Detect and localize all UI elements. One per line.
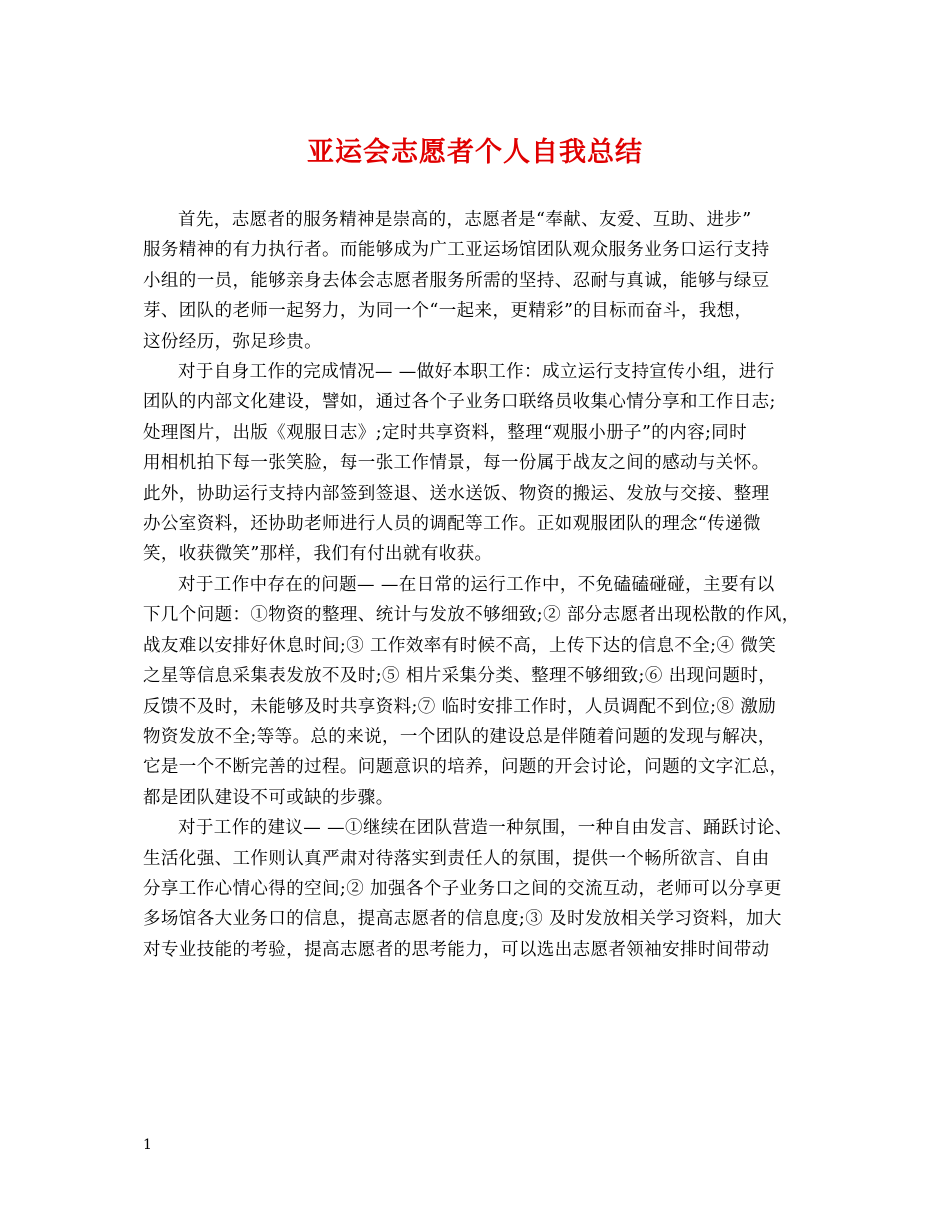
paragraph-line: 物资发放不全;等等。总的来说，一个团队的建设总是伴随着问题的发现与解决， xyxy=(143,726,776,747)
paragraph-line: 办公室资料，还协助老师进行人员的调配等工作。正如观服团队的理念“传递微 xyxy=(143,514,761,535)
paragraph-line: 笑，收获微笑”那样，我们有付出就有收获。 xyxy=(143,544,493,565)
paragraph-3 xyxy=(143,570,813,813)
paragraph-line: 反馈不及时，未能够及时共享资料;⑦ 临时安排工作时，人员调配不到位;⑧ 激励 xyxy=(143,696,777,717)
paragraph-line: 用相机拍下每一张笑脸，每一张工作情景，每一份属于战友之间的感动与关怀。 xyxy=(143,453,770,474)
paragraph-line: 对于工作的建议— —①继续在团队营造一种氛围，一种自由发言、踊跃讨论、 xyxy=(178,818,793,839)
paragraph-line: 此外，协助运行支持内部签到签退、送水送饭、物资的搬运、发放与交接、整理 xyxy=(143,483,770,504)
paragraph-line: 对于工作中存在的问题— —在日常的运行工作中，不免磕磕碰碰，主要有以 xyxy=(178,574,775,595)
paragraph-line: 对专业技能的考验，提高志愿者的思考能力，可以选出志愿者领袖安排时间带动 xyxy=(143,939,770,960)
paragraph-line: 处理图片，出版《观服日志》;定时共享资料，整理“观服小册子”的内容;同时 xyxy=(143,422,748,443)
document-title: 亚运会志愿者个人自我总结 xyxy=(307,137,643,168)
paragraph-line: 它是一个不断完善的过程。问题意识的培养，问题的开会讨论，问题的文字汇总， xyxy=(143,757,788,778)
paragraph-line: 首先，志愿者的服务精神是崇高的，志愿者是“奉献、友爱、互助、进步” xyxy=(178,210,752,230)
paragraph-line: 分享工作心情心得的空间;② 加强各个子业务口之间的交流互动，老师可以分享更 xyxy=(143,878,782,899)
paragraph-line: 这份经历，弥足珍贵。 xyxy=(143,331,322,352)
paragraph-1 xyxy=(143,205,813,357)
document-body xyxy=(143,205,813,965)
paragraph-line: 之星等信息采集表发放不及时;⑤ 相片采集分类、整理不够细致;⑥ 出现问题时， xyxy=(143,666,777,687)
paragraph-line: 生活化强、工作则认真严肃对待落实到责任人的氛围，提供一个畅所欲言、自由 xyxy=(143,848,770,869)
paragraph-line: 对于自身工作的完成情况— —做好本职工作：成立运行支持宣传小组，进行 xyxy=(178,362,775,383)
paragraph-2 xyxy=(143,357,813,570)
paragraph-line: 服务精神的有力执行者。而能够成为广工亚运场馆团队观众服务业务口运行支持 xyxy=(143,240,770,261)
paragraph-line: 多场馆各大业务口的信息，提高志愿者的信息度;③ 及时发放相关学习资料，加大 xyxy=(143,909,782,930)
paragraph-line: 战友难以安排好休息时间;③ 工作效率有时候不高，上传下达的信息不全;④ 微笑 xyxy=(143,635,777,656)
paragraph-4 xyxy=(143,813,813,965)
paragraph-line: 团队的内部文化建设，譬如，通过各个子业务口联络员收集心情分享和工作日志; xyxy=(143,392,776,413)
page-number: 1 xyxy=(143,1137,152,1153)
paragraph-line: 都是团队建设不可或缺的步骤。 xyxy=(143,787,394,808)
paragraph-line: 小组的一员，能够亲身去体会志愿者服务所需的坚持、忍耐与真诚，能够与绿豆 xyxy=(143,270,770,291)
paragraph-line: 芽、团队的老师一起努力，为同一个“一起来，更精彩”的目标而奋斗，我想， xyxy=(143,301,753,322)
paragraph-line: 下几个问题：①物资的整理、统计与发放不够细致;② 部分志愿者出现松散的作风， xyxy=(143,605,800,626)
